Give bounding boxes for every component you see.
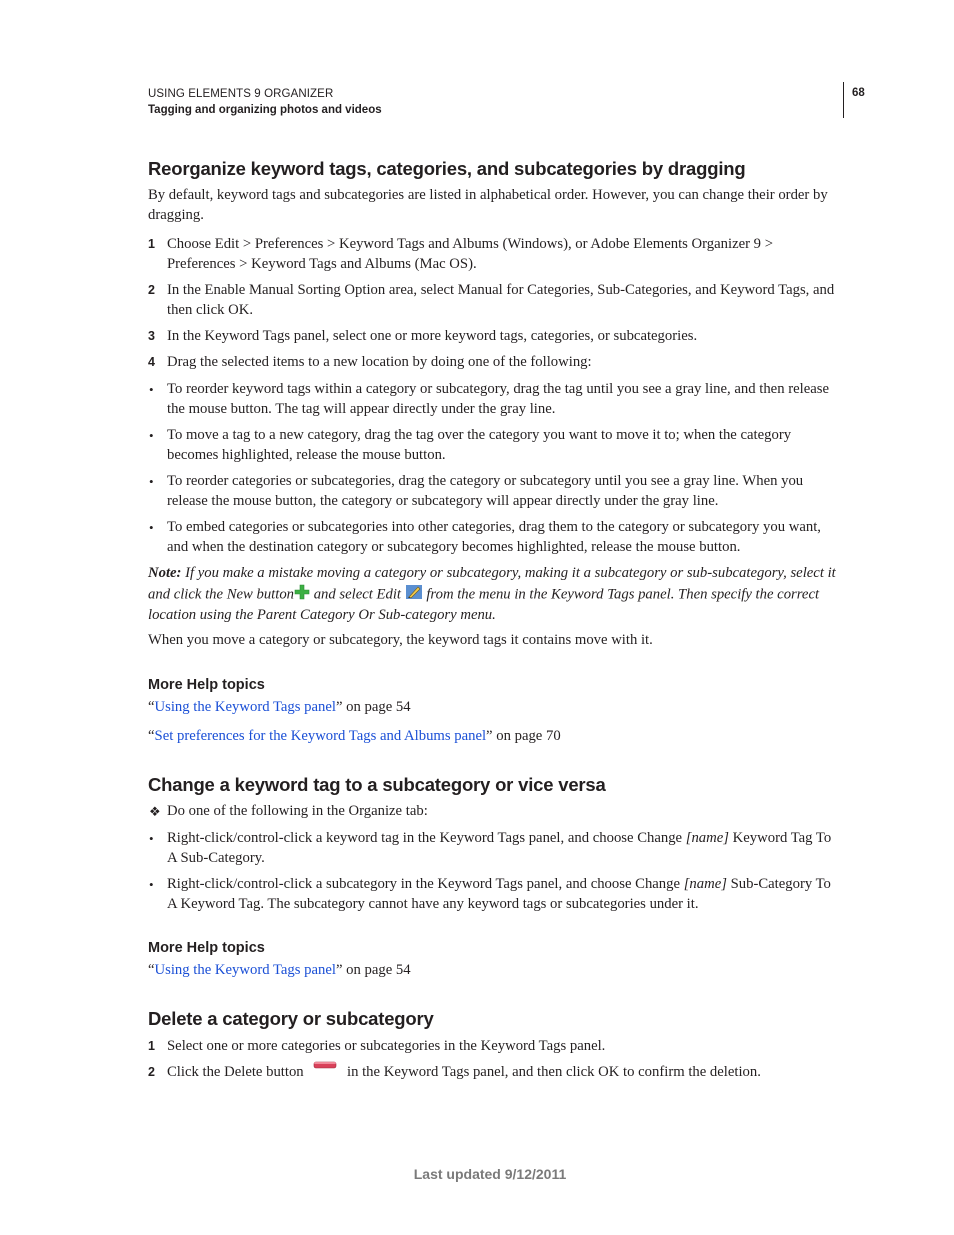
bullet-text-pre: Right-click/control-click a keyword tag in the Keyword Tags panel, and choose Change [167, 830, 686, 846]
bullet-text: To reorder keyword tags within a category or subcategory, drag the tag until you see a gray line, and then release the mouse button. The tag will appear directly under the gray line. [167, 381, 829, 417]
step-number: 1 [148, 237, 155, 251]
more-help-heading: More Help topics [148, 940, 265, 956]
running-header-subtitle: Tagging and organizing photos and videos [148, 104, 382, 116]
section-heading-reorganize: Reorganize keyword tags, categories, and subcategories by dragging [148, 158, 746, 179]
bullet-text [167, 875, 840, 914]
header-divider [843, 82, 844, 118]
lead-item [148, 802, 840, 822]
help-link-row [148, 698, 840, 718]
step-text: In the Enable Manual Sorting Option area, select Manual for Categories, Sub-Categories, and Keyword Tags, and then click OK. [167, 282, 835, 318]
quote-open: “ [148, 962, 155, 978]
bullet-item [148, 518, 840, 557]
quote-open: “ [148, 699, 155, 715]
name-placeholder: [name] [683, 876, 727, 892]
step-text-pre: Click the Delete button [167, 1064, 304, 1081]
step-text: Drag the selected items to a new location by doing one of the following: [167, 354, 592, 370]
help-link-keyword-tags-panel[interactable]: Using the Keyword Tags panel [154, 962, 336, 978]
help-link-keyword-tags-panel[interactable]: Using the Keyword Tags panel [154, 699, 336, 715]
bullet-text [167, 829, 840, 868]
quote-open: “ [148, 728, 155, 744]
intro-paragraph: By default, keyword tags and subcategories are listed in alphabetical order. However, you can change their order by dragging. [148, 187, 828, 223]
step-4 [148, 353, 840, 373]
step-text: Choose Edit > Preferences > Keyword Tags and Albums (Windows), or Adobe Elements Organizer 9 > Preferences > Keyword Tags and Albums (Mac OS). [167, 236, 773, 272]
bullet-text: To embed categories or subcategories into other categories, drag them to the category or subcategory you want, and when the destination category or subcategory becomes highlighted, release the mouse button. [167, 519, 821, 555]
note-text-3: from the menu in the Keyword Tags panel. Then specify the correct location using the Parent Category Or Sub-category menu. [148, 586, 820, 623]
link-page-ref: ” on page 54 [335, 962, 411, 978]
step-1 [148, 1037, 840, 1057]
bullet-icon: • [149, 520, 154, 535]
bullet-icon: • [149, 831, 154, 846]
bullet-icon: • [149, 428, 154, 443]
bullet-text: To move a tag to a new category, drag the tag over the category you want to move it to; when the category becomes highlighted, release the mouse button. [167, 427, 792, 463]
step-2 [148, 1063, 840, 1083]
step-1 [148, 235, 840, 274]
pencil-icon [405, 584, 423, 607]
bullet-text-post: Sub-Category To A Keyword Tag. The subcategory cannot have any keyword tags or subcategories under it. [167, 876, 831, 912]
note-text-1: If you make a mistake moving a category or subcategory, making it a subcategory or sub-subcategory, select it and click the New button [148, 565, 836, 603]
bullet-text-post: Keyword Tag To A Sub-Category. [167, 830, 832, 866]
bullet-icon: • [149, 877, 154, 892]
step-2 [148, 281, 840, 320]
bullet-item [148, 472, 840, 511]
running-header-title: USING ELEMENTS 9 ORGANIZER [148, 88, 334, 100]
bullet-text-pre: Right-click/control-click a subcategory in the Keyword Tags panel, and choose Change [167, 876, 684, 892]
page-number: 68 [852, 87, 865, 99]
step-text-post: in the Keyword Tags panel, and then click OK to confirm the deletion. [343, 1064, 761, 1081]
minus-icon [313, 1057, 337, 1077]
last-updated-footer: Last updated 9/12/2011 [413, 1166, 567, 1182]
section-heading-delete: Delete a category or subcategory [148, 1008, 434, 1029]
step-number: 2 [148, 1065, 155, 1079]
link-page-ref: ” on page 70 [486, 728, 561, 744]
bullet-icon: • [149, 474, 154, 489]
bullet-item [148, 426, 840, 465]
step-number: 3 [148, 329, 155, 343]
step-text [167, 1063, 840, 1083]
closing-paragraph: When you move a category or subcategory, the keyword tags it contains move with it. [148, 632, 653, 648]
help-link-set-preferences[interactable]: Set preferences for the Keyword Tags and Albums panel [154, 728, 487, 744]
note-paragraph [148, 564, 840, 626]
step-3 [148, 327, 840, 347]
bullet-icon: • [149, 382, 154, 397]
more-help-heading: More Help topics [148, 677, 265, 693]
step-text: Select one or more categories or subcategories in the Keyword Tags panel. [167, 1038, 606, 1054]
lead-text: Do one of the following in the Organize tab: [167, 803, 428, 819]
help-link-row [148, 727, 840, 747]
bullet-item [148, 380, 840, 419]
bullet-item [148, 829, 840, 868]
section-heading-change-tag: Change a keyword tag to a subcategory or vice versa [148, 774, 606, 795]
note-text-2: and select Edit [310, 586, 405, 603]
name-placeholder: [name] [685, 830, 729, 846]
link-page-ref: ” on page 54 [335, 699, 411, 715]
step-text: In the Keyword Tags panel, select one or more keyword tags, categories, or subcategories. [167, 328, 698, 344]
bullet-text: To reorder categories or subcategories, drag the category or subcategory until you see a gray line. When you release the mouse button, the category or subcategory will appear directly under the gray line. [167, 473, 804, 509]
step-number: 2 [148, 283, 155, 297]
note-label: Note: [148, 565, 182, 581]
diamond-bullet-icon: ❖ [149, 804, 161, 819]
step-number: 1 [148, 1039, 155, 1053]
help-link-row [148, 961, 840, 981]
bullet-item [148, 875, 840, 914]
plus-icon [294, 584, 310, 607]
step-number: 4 [148, 355, 155, 369]
